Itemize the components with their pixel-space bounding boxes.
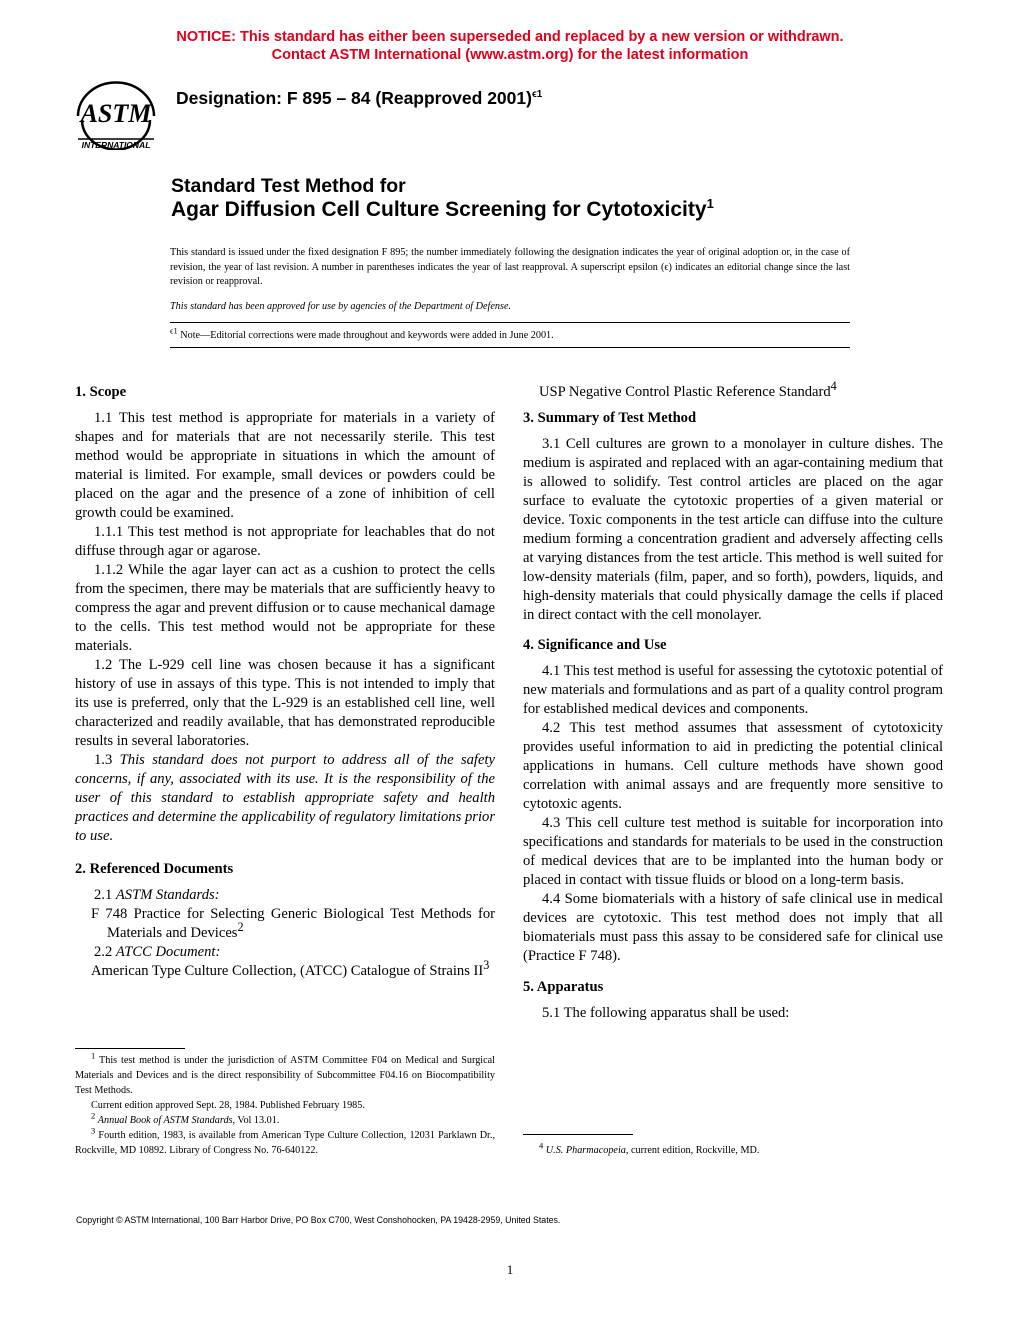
para-2-1-text: ASTM Standards:: [115, 887, 220, 903]
footnote-1: [75, 1050, 495, 1098]
footnote-3-text: Fourth edition, 1983, is available from American Type Culture Collection, 12031 Parklawn Dr., Rockville, MD 10892. Library of Congress No. 76-640122.: [75, 1130, 495, 1156]
footnote-4-rest: , current edition, Rockville, MD.: [625, 1145, 760, 1156]
para-1-1-1: 1.1.1 This test method is not appropriate for leachables that do not diffuse through agar or agarose.: [75, 524, 495, 559]
footnotes-left: [75, 1050, 495, 1158]
para-1-3-text: This standard does not purport to address all of the safety concerns, if any, associated with its use. It is the responsibility of the user of this standard to establish appropriate safety and health practices and determine the applicability of regulatory limitations prior to use.: [75, 752, 495, 844]
section-5-heading: 5. Apparatus: [523, 979, 604, 995]
ref-f748-sup: 2: [237, 920, 244, 935]
section-3-heading: 3. Summary of Test Method: [523, 410, 697, 426]
astm-logo: [68, 76, 164, 150]
para-3-1: 3.1 Cell cultures are grown to a monolayer in culture dishes. The medium is aspirated and replaced with an agar-containing medium that is allowed to solidify. Test control articles are placed on the agar surface to evaluate the cytotoxic properties of a given material or device. Toxic components in the test article can diffuse into the culture medium forming a concentration gradient and adversely affecting cells at varying distances from the test article. This method is well suited for low-density materials (film, paper, and so forth), powders, liquids, and high-density materials that could physically damage the cells if placed in direct contact with the cell monolayer.: [523, 436, 943, 623]
issuance-statement: This standard is issued under the fixed designation F 895; the number immediately following the designation indicates the year of original adoption or, in the case of revision, the year of last revision. A number in parentheses indicates the year of last reapproval. A superscript epsilon (ϵ) indicates an editorial change since the last revision or reapproval.: [170, 247, 850, 287]
para-2-2-text: ATCC Document:: [115, 944, 221, 960]
footnote-2-rest: , Vol 13.01.: [232, 1115, 280, 1126]
title-line-2: [171, 198, 714, 222]
footnote-1-sup: 1: [91, 1050, 96, 1061]
ref-atcc-text: American Type Culture Collection, (ATCC) Catalogue of Strains II: [91, 963, 484, 979]
para-5-1: 5.1 The following apparatus shall be used:: [542, 1005, 790, 1021]
title-footnote-ref: 1: [706, 196, 714, 211]
para-1-3: [75, 751, 495, 846]
footnote-2-sup: 2: [91, 1110, 96, 1121]
usp-reference-text: USP Negative Control Plastic Reference Standard: [539, 384, 831, 400]
page-number: 1: [506, 1262, 514, 1277]
para-2-2: [75, 943, 495, 962]
front-divider-top: [170, 322, 850, 323]
footnote-4-italic: U.S. Pharmacopeia: [545, 1145, 626, 1156]
footnote-3-sup: 3: [91, 1125, 96, 1136]
para-1-3-num: 1.3: [94, 752, 120, 768]
ref-f748: [75, 905, 495, 943]
para-1-1-2: 1.1.2 While the agar layer can act as a cushion to protect the cells from the specimen, there may be materials that are sufficiently heavy to compress the agar and prevent diffusion or to cause mechanical damage to the cells. This test method would not be appropriate for these materials.: [75, 562, 495, 654]
title-line-1: Standard Test Method for: [171, 175, 406, 197]
footnote-2-italic: Annual Book of ASTM Standards: [97, 1115, 233, 1126]
footnote-4: [523, 1140, 943, 1158]
section-4-heading: 4. Significance and Use: [523, 637, 667, 653]
notice-line-1: NOTICE: This standard has either been superseded and replaced by a new version or withdrawn.: [176, 29, 844, 45]
ref-f748-text: F 748 Practice for Selecting Generic Biological Test Methods for Materials and Devices: [91, 906, 495, 941]
editorial-note: [170, 325, 850, 344]
logo-text: ASTM: [80, 99, 152, 128]
ref-atcc-sup: 3: [483, 958, 490, 973]
front-divider-bottom: [170, 347, 850, 348]
editorial-note-epsilon: ϵ1: [170, 325, 178, 336]
footnote-1b: Current edition approved Sept. 28, 1984. Published February 1985.: [91, 1100, 365, 1111]
para-4-1: 4.1 This test method is useful for assessing the cytotoxic potential of new materials and formulations and as part of a quality control program for established medical devices and components.: [523, 663, 943, 717]
withdrawal-notice: [0, 28, 1020, 64]
designation-text: Designation: F 895 – 84 (Reapproved 2001): [176, 88, 532, 108]
para-1-2: 1.2 The L-929 cell line was chosen because it has a significant history of use in assays of this type. This is not intended to imply that its use is preferred, only that the L-929 is an established cell line, well characterized and readily available, that has demonstrated reproducible results in several laboratories.: [75, 657, 495, 749]
left-column: [75, 383, 495, 981]
right-column: [523, 379, 943, 1023]
section-1-heading: 1. Scope: [75, 384, 127, 400]
para-2-2-num: 2.2: [94, 944, 116, 960]
usp-reference-sup: 4: [830, 379, 837, 394]
designation: [176, 88, 542, 109]
footnote-1-text: This test method is under the jurisdiction of ASTM Committee F04 on Medical and Surgical Materials and Devices and is the direct responsibility of Subcommittee F04.16 on Biocompatibility Test Methods.: [75, 1055, 495, 1096]
footnote-3: [75, 1125, 495, 1158]
footnotes-right: [523, 1140, 943, 1158]
para-1-1: 1.1 This test method is appropriate for materials in a variety of shapes and for materials that are not necessarily sterile. This test method would be appropriate in situations in which the amount of material is limited. For example, small devices or powders could be placed on the agar and the presence of a zone of inhibition of cell growth could be examined.: [75, 410, 495, 521]
title-main: Agar Diffusion Cell Culture Screening for Cytotoxicity: [171, 198, 707, 221]
footnote-divider-right: [523, 1134, 633, 1135]
editorial-note-text: Note—Editorial corrections were made throughout and keywords were added in June 2001.: [180, 330, 554, 341]
para-4-2: 4.2 This test method assumes that assessment of cytotoxicity provides useful information to aid in predicting the potential clinical applications in humans. Cell culture methods have shown good correlation with animal assays and are frequently more sensitive to cytotoxic agents.: [523, 720, 943, 812]
ref-atcc: [75, 958, 495, 981]
dod-approval: This standard has been approved for use by agencies of the Department of Defense.: [170, 301, 512, 312]
para-2-1-num: 2.1: [94, 887, 116, 903]
para-2-1: [75, 886, 495, 905]
para-4-3: 4.3 This cell culture test method is suitable for incorporation into specifications and standards for materials to be used in the construction of medical devices that are to be implanted into the human body or placed in contact with tissue fluids or blood on a long-term basis.: [523, 815, 943, 888]
footnote-2: [75, 1110, 495, 1128]
designation-epsilon: ϵ1: [531, 89, 543, 101]
logo-subtext: INTERNATIONAL: [81, 140, 151, 150]
footnote-divider-left: [75, 1048, 185, 1049]
para-4-4: 4.4 Some biomaterials with a history of safe clinical use in medical devices are cytotoxic. This test method does not imply that all biomaterials must pass this assay to be considered safe for clinical use (Practice F 748).: [523, 891, 943, 964]
section-2-heading: 2. Referenced Documents: [75, 861, 234, 877]
copyright-notice: Copyright © ASTM International, 100 Barr Harbor Drive, PO Box C700, West Conshohocken, PA 19428-2959, United States.: [76, 1215, 561, 1225]
notice-line-2: Contact ASTM International (www.astm.org) for the latest information: [271, 47, 749, 63]
footnote-4-sup: 4: [539, 1140, 544, 1151]
usp-reference: [523, 379, 943, 402]
astm-logo-graphic: [68, 76, 164, 150]
